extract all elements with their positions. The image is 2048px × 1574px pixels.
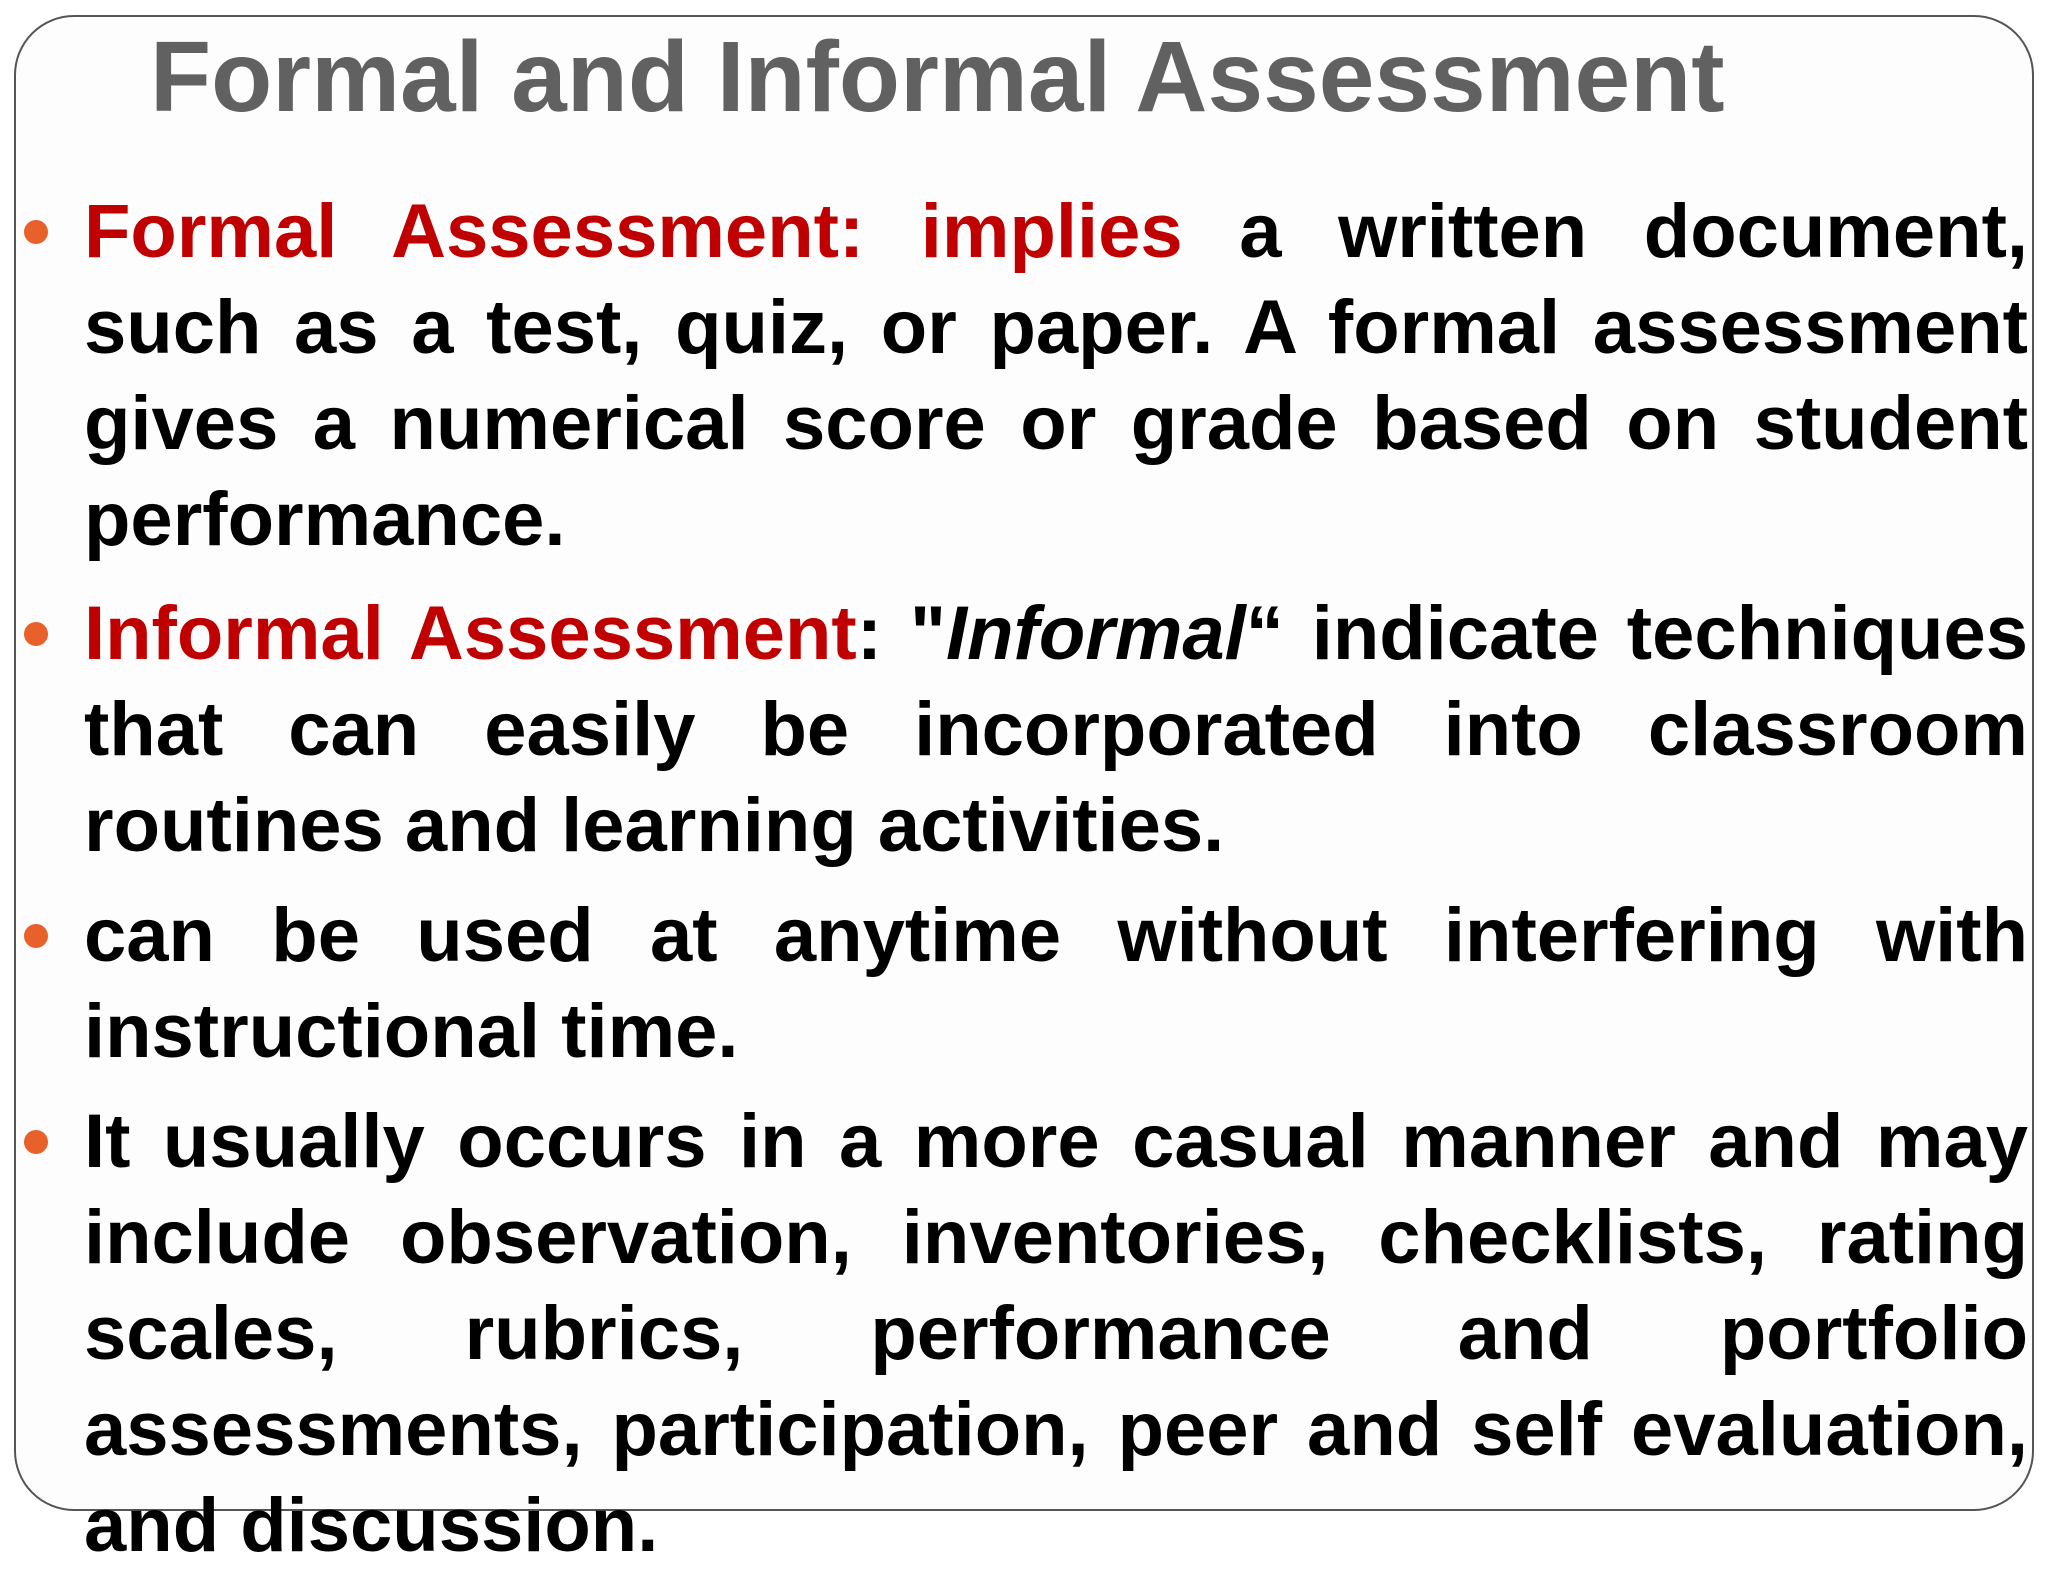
- informal-italic-word: Informal: [945, 591, 1246, 676]
- slide-title: Formal and Informal Assessment: [150, 21, 1725, 133]
- bullet-casual-manner: [84, 1094, 2028, 1574]
- bullet-text: [84, 184, 2028, 568]
- bullet-dot-icon: [24, 622, 48, 646]
- bullet-dot-icon: [24, 1130, 48, 1154]
- bullet-dot-icon: [24, 220, 48, 244]
- term-informal-assessment: Informal Assessment: [84, 591, 857, 676]
- bullet-text: can be used at anytime without interfering with instructional time.: [84, 893, 2028, 1074]
- term-colon: :: [856, 591, 910, 676]
- term-formal-assessment: Formal Assessment: implies: [84, 189, 1183, 274]
- quote-close: “: [1245, 591, 1284, 676]
- bullet-anytime-use: [84, 888, 2028, 1080]
- bullet-text: It usually occurs in a more casual manner and may include observation, inventories, checklists, rating scales, rubrics, performance and portfolio assessments, participation, peer and self evaluation, and discussion.: [84, 1099, 2028, 1568]
- bullet-informal-assessment: [84, 586, 2028, 874]
- quote-open: ": [909, 591, 946, 676]
- bullet-text: [84, 586, 2028, 874]
- bullet-formal-assessment: [84, 184, 2028, 568]
- bullet-dot-icon: [24, 924, 48, 948]
- formal-assessment-definition: a written document, such as a test, quiz, or paper. A formal assessment gives a numerical score or grade based on student performance.: [84, 189, 2028, 562]
- informal-assessment-definition: indicate techniques that can easily be incorporated into classroom routines and learning activities.: [84, 591, 2028, 868]
